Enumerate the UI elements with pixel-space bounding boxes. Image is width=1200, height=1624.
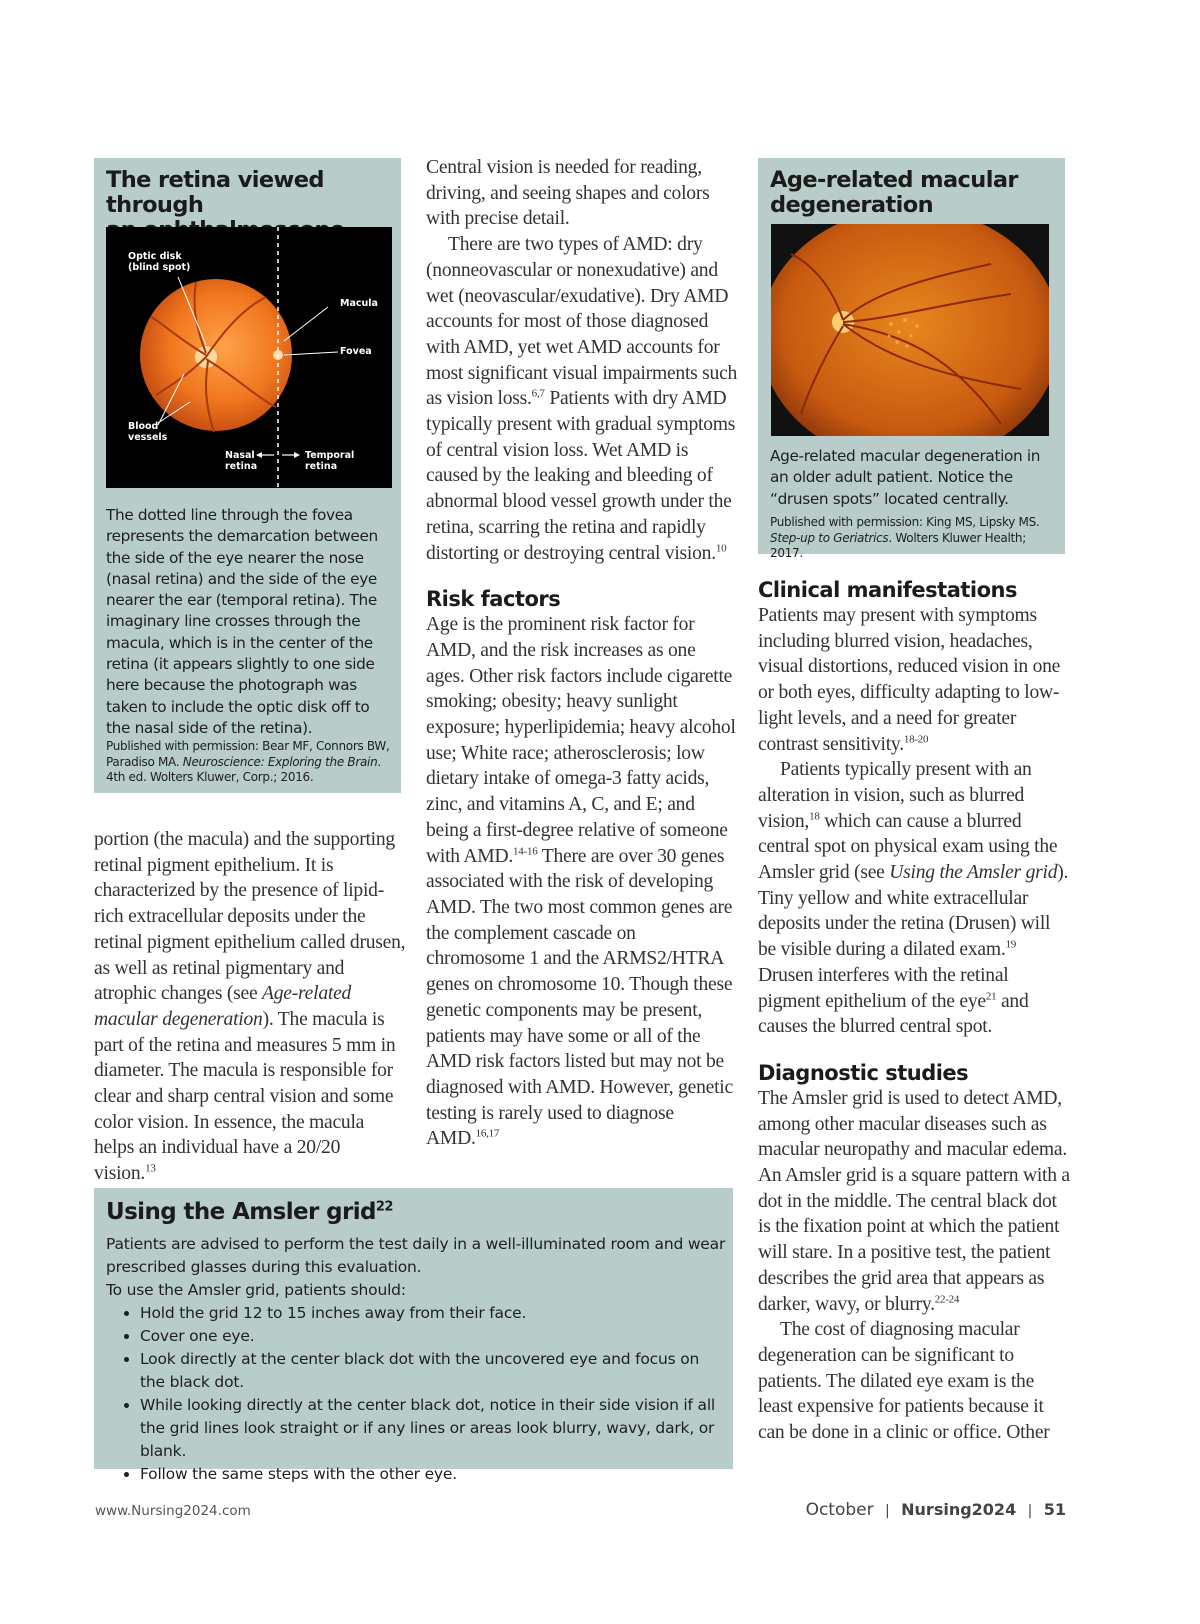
amsler-lead: To use the Amsler grid, patients should: <box>106 1281 406 1299</box>
label-macula: Macula <box>340 298 378 309</box>
amsler-step: • Follow the same steps with the other eye. <box>140 1463 726 1486</box>
label-fovea: Fovea <box>340 346 372 357</box>
diagnostic-studies-heading: Diagnostic studies <box>758 1060 969 1085</box>
label-blood-vessels: Blood vessels <box>128 421 168 443</box>
footer-url[interactable]: www.Nursing2024.com <box>95 1503 251 1519</box>
risk-factors-heading: Risk factors <box>426 587 561 612</box>
label-temporal-retina: Temporal retina <box>305 450 355 472</box>
column2-text <box>426 155 738 1152</box>
column2-paragraph-2: There are two types of AMD: dry (nonneovascular or nonexudative) and wet (neovascular/exudative). Dry AMD accounts for most of those diagnosed with AMD, yet wet AMD accounts for most significant visual impairments such as vision loss.$^{6,7}$ Patients with dry AMD typically present with gradual symptoms of central vision loss. Wet AMD is caused by the leaking and bleeding of abnormal blood vessel growth under the retina, scarring the retina and rapidly distorting or destroying central vision.$^{10}$ <box>426 234 738 564</box>
amd-sidebar-title: Age-related macular degeneration <box>770 167 1018 218</box>
retina-sidebar-title: The retina viewed through <box>106 167 324 218</box>
label-optic-disk: Optic disk (blind spot) <box>128 251 191 273</box>
retina-figure <box>106 227 392 488</box>
diagnostic-paragraph-2: The cost of diagnosing macular degeneration can be significant to patients. The dilated eye exam is the least expensive for patients because it can be done in a clinic or office. Other <box>758 1319 1050 1444</box>
amsler-step: • While looking directly at the center black dot, notice in their side vision if all the grid lines look straight or if any lines or areas look blurry, wavy, dark, or blank. <box>140 1394 726 1463</box>
retina-credit: Published with permission: Bear MF, Connors BW, Paradiso MA. Neuroscience: Exploring the Brain. 4th ed. Wolters Kluwer, Corp.; 2016. <box>106 739 390 784</box>
footer-separator: | <box>885 1503 890 1519</box>
retina-sidebar <box>94 158 401 793</box>
risk-factors-paragraph: Age is the prominent risk factor for AMD, and the risk increases as one ages. Other risk factors include cigarette smoking; obesity; heavy sunlight exposure; hyperlipidemia; heavy alcohol use; White race; atherosclerosis; low dietary intake of omega-3 fatty acids, zinc, and vitamins A, C, and E; and being a first-degree relative of someone with AMD.$^{14-16}$ There are over 30 genes associated with the risk of developing AMD. The two most common genes are the complement cascade on chromosome 1 and the ARMS2/HTRA genes on chromosome 10. Though these genetic components may be present, patients may have some or all of the AMD risk factors listed but may not be diagnosed with AMD. However, genetic testing is rarely used to diagnose AMD.$^{16,17}$ <box>426 614 736 1150</box>
column1-text <box>94 827 406 1187</box>
amd-figure <box>771 224 1049 436</box>
clinical-paragraph-1: Patients may present with symptoms including blurred vision, headaches, visual distortions, reduced vision in one or both eyes, difficulty adapting to low-light levels, and a need for greater contrast sensitivity.$^{18-20}$ <box>758 605 1061 755</box>
amd-sidebar <box>758 158 1065 560</box>
footer-month: October <box>805 1500 874 1520</box>
amsler-intro: Patients are advised to perform the test daily in a well-illuminated room and wear prescribed glasses during this evaluation. <box>106 1235 726 1276</box>
footer-journal: Nursing2024 <box>901 1500 1017 1519</box>
amd-fundus-image <box>771 224 1049 436</box>
column1-paragraph: portion (the macula) and the supporting retinal pigment epithelium. It is characterized by the presence of lipid-rich extracellular deposits under the retinal pigment epithelium called drusen, as well as retinal pigmentary and atrophic changes (see Age-related macular degeneration). The macula is part of the retina and measures 5 mm in diameter. The macula is responsible for clear and sharp central vision and some color vision. In essence, the macula helps an individual have a 20/20 vision.$^{13}$ <box>94 829 406 1185</box>
amsler-steps-list <box>106 1302 726 1486</box>
amsler-grid-box <box>94 1188 733 1483</box>
amd-credit: Published with permission: King MS, Lipsky MS. Step-up to Geriatrics. Wolters Kluwer Health; 2017. <box>770 515 1040 560</box>
retina-caption: The dotted line through the fovea represents the demarcation between the side of the eye nearer the nose (nasal retina) and the side of the eye nearer the ear (temporal retina). The imaginary line crosses through the macula, which is in the center of the retina (it appears slightly to one side here because the photograph was taken to include the optic disk off to the nasal side of the retina). <box>106 506 378 737</box>
amsler-content <box>106 1233 726 1486</box>
clinical-paragraph-2: Patients typically present with an alteration in vision, such as blurred vision,$^{18}$ which can cause a blurred central spot on physical exam using the Amsler grid (see Using the Amsler grid). Tiny yellow and white extracellular deposits under the retina (Drusen) will be visible during a dilated exam.$^{19}$ Drusen interferes with the retinal pigment epithelium of the eye$^{21}$ and causes the blurred central spot. <box>758 759 1069 1038</box>
column3-text <box>758 577 1070 1446</box>
amsler-step: • Hold the grid 12 to 15 inches away from their face. <box>140 1302 726 1325</box>
amd-caption: Age-related macular degeneration in an older adult patient. Notice the “drusen spots” located centrally. <box>770 447 1041 508</box>
footer-separator: | <box>1027 1503 1033 1519</box>
clinical-manifestations-heading: Clinical manifestations <box>758 578 1017 602</box>
amsler-step: • Cover one eye. <box>140 1325 726 1348</box>
footer-page-number: 51 <box>1043 1500 1066 1519</box>
column2-paragraph-1: Central vision is needed for reading, driving, and seeing shapes and colors with precise detail. <box>426 157 710 230</box>
label-nasal-retina: Nasal retina <box>225 450 258 472</box>
diagnostic-paragraph-1: The Amsler grid is used to detect AMD, among other macular diseases such as macular neuropathy and macular edema. An Amsler grid is a square pattern with a dot in the middle. The central black dot is the fixation point at which the patient will stare. In a positive test, the patient describes the grid area that appears as darker, wavy, or blurry.$^{22-24}$ <box>758 1087 1070 1315</box>
amsler-title: Using the Amsler grid$^{22}$ <box>106 1199 393 1225</box>
amsler-step: • Look directly at the center black dot with the uncovered eye and focus on the black dot. <box>140 1348 726 1394</box>
footer-folio <box>806 1500 1066 1520</box>
